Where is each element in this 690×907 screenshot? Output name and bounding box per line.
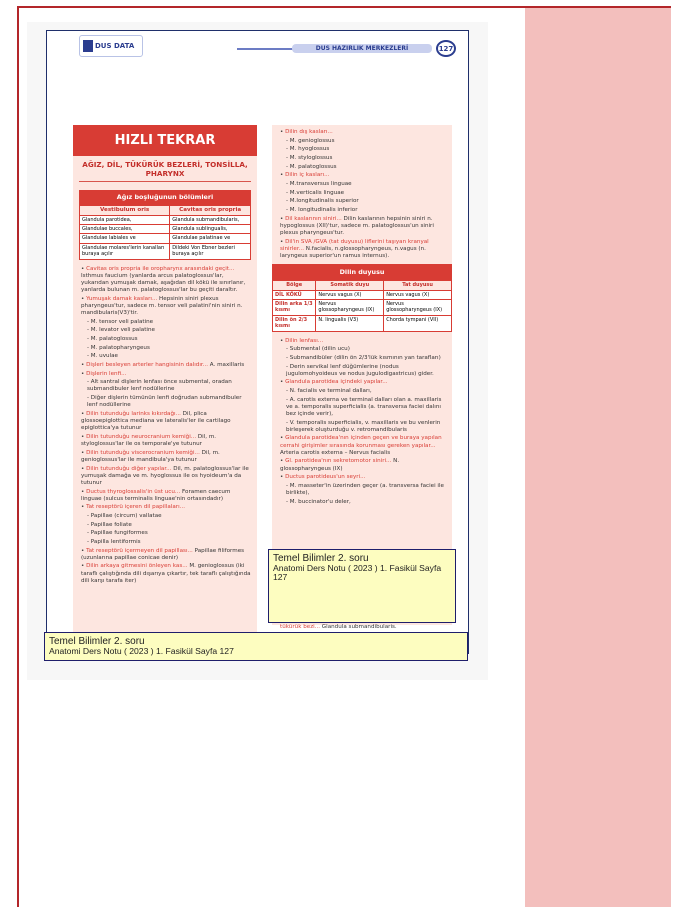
list-item: • Yumuşak damak kasları... Hepsinin siniri plexus pharyngeus'tur, sadece m. tensor veli palatini'nin siniri n. mandibularis(V3)'tir. xyxy=(81,295,243,317)
list-item xyxy=(81,530,251,537)
publisher-logo xyxy=(79,35,143,57)
bullet-text: Papillae filiformes (uzunlarına papillae conicae denir) xyxy=(81,547,245,561)
bullet-text: Dil, plica glossoepiglottica mediana ve lateralis'ler ile cartilago epiglottica'ya tutunur xyxy=(81,410,231,432)
bullet-text: - M.longitudinalis superior xyxy=(286,198,359,205)
list-item xyxy=(81,319,251,326)
bullet-text: M. genioglossus (iki taraflı çalıştığında dili dışarıya çıkartır, tek taraflı çalıştığında dili karşı tarafa iter) xyxy=(81,563,251,584)
list-item: • Dilin iç kasları... xyxy=(280,172,330,179)
table-header: Tat duyusu xyxy=(384,281,452,290)
list-item xyxy=(81,513,251,520)
table-row xyxy=(80,243,251,259)
section-title: HIZLI TEKRAR xyxy=(73,125,257,156)
bullet-heading: Dil'in SVA /GVA (tat duyusu) liflerini taşıyan kranyal sinirler... xyxy=(280,238,429,252)
page-number: 127 xyxy=(436,40,456,57)
bullet-heading: Dişleri besleyen arterler hangisinin dalıdır... xyxy=(86,362,209,369)
bullet-text: - M. buccinator'u deler, xyxy=(286,498,351,505)
bullet-heading: Dilin dış kasları... xyxy=(285,129,333,135)
table-cell: Dilin arka 1/3 kısmı xyxy=(273,299,316,315)
list-item: • Tat reseptörü içeren dil papillaları... xyxy=(81,504,185,511)
bullet-text: - M. uvulae xyxy=(87,353,119,360)
table-cell: Glandulae palatinae ve xyxy=(170,234,251,243)
list-item xyxy=(280,364,446,378)
bullet-heading: Glandula parotidea'nın içinden geçen ve buraya yapılan cerrahi girişimler sırasında korunması gereken yapılar... xyxy=(280,435,442,449)
right-top-bullets xyxy=(280,129,446,260)
table-header: Vestibulum oris xyxy=(80,205,170,215)
bullet-text: - M. tensor veli palatine xyxy=(87,318,154,325)
bullet-text: - M. masseter'in üzerinden geçer (a. transversa faciei ile birlikte), xyxy=(286,482,444,496)
bullet-text: Glandula submandibularis. xyxy=(320,623,397,630)
bullet-text: Dil, m. palatoglossus'lar ile yumuşak damağa ve m. hyoglossus ile os hyoideum'a da tutunur xyxy=(81,465,249,486)
bullet-text: Dil, m. styloglossus'lar ile os temporale'ye tutunur xyxy=(81,433,217,448)
bullet-text: - Derin servikal lenf düğümlerine (nodus jugulomohyoideus ve nodus jugulodigastricus) gider. xyxy=(286,363,434,377)
oral-cavity-table-title: Ağız boşluğunun bölümleri xyxy=(79,190,251,204)
tongue-sense-table-title: Dilin duyusu xyxy=(272,264,452,280)
list-item: • Dilin tutunduğu neurocranium kemiği... Dil, m. styloglossus'lar ile os temporale'ye tutunur xyxy=(81,433,217,448)
bullet-heading: Dişlerin lenfi... xyxy=(86,370,127,377)
table-cell: Nervus glossopharyngeus (IX) xyxy=(316,299,384,315)
header-banner: DUS HAZIRLIK MERKEZLERİ xyxy=(292,44,432,53)
bullet-heading: Tat reseptörü içeren dil papillaları... xyxy=(86,504,185,511)
table-header: Cavitas oris propria xyxy=(170,205,251,215)
bullet-text: - M. styloglossus xyxy=(286,154,333,161)
note-title: Temel Bilimler 2. soru xyxy=(49,636,145,647)
bullet-text: Dil, m. genioglossus'lar ile mandibula'ya tutunur xyxy=(81,449,220,463)
header-rule xyxy=(237,48,297,50)
list-item: • Dilin arkaya gitmesini önleyen kas... M. genioglossus (iki taraflı çalıştığında dili dışarıya çıkartır, tek taraflı çalıştığında dili karşı tarafa iter) xyxy=(81,563,251,584)
tongue-sense-table xyxy=(272,280,452,331)
bullet-text: Arteria carotis externa – Nervus facialis xyxy=(280,449,391,456)
bullet-heading: Dilin tutunduğu viscerocranium kemiği... xyxy=(86,449,200,456)
bullet-text: - M. palatoglossus xyxy=(286,163,337,170)
bullet-heading: Dilin tutunduğu diğer yapılar... xyxy=(86,465,172,472)
bullet-heading: Dilin tutunduğu neurocranium kemiği... xyxy=(86,433,197,440)
list-item xyxy=(280,155,446,162)
section-subtitle: AĞIZ, DİL, TÜKÜRÜK BEZLERİ, TONSİLLA, PHARYNX xyxy=(82,159,248,178)
list-item: • Dişleri besleyen arterler hangisinin dalıdır... A. maxillaris xyxy=(81,362,245,369)
bullet-text: N. glossopharyngeus (IX) xyxy=(280,458,400,472)
bullet-text: - M. palatoglossus xyxy=(87,336,138,343)
list-item xyxy=(280,138,446,145)
list-item xyxy=(81,353,251,360)
table-cell: Nervus glossopharyngeus (IX) xyxy=(384,299,452,315)
table-cell: Dilin ön 2/3 kısmı xyxy=(273,315,316,331)
list-item: • Glandula parotidea'nın içinden geçen ve buraya yapılan cerrahi girişimler sırasında korunması gereken yapılar... Arteria carotis externa – Nervus facialis xyxy=(280,435,442,456)
table-cell: Glandulae labiales ve xyxy=(80,234,170,243)
list-item xyxy=(81,395,251,409)
bullet-heading: Gl. parotidea'nın sekretomotor siniri... xyxy=(285,458,392,465)
title-divider xyxy=(79,181,251,182)
bullet-heading: Ductus thyroglossalis'in üst ucu... xyxy=(86,488,181,495)
list-item: • Tat reseptörü içermeyen dil papillası... Papillae filiformes (uzunlarına papillae conicae denir) xyxy=(81,547,245,561)
table-cell: Glandulae molares'lerin kanalları buraya açılır xyxy=(80,243,170,259)
note-source: Anatomi Ders Notu ( 2023 ) 1. Fasikül Sayfa 127 xyxy=(49,646,234,656)
list-item: • Glandula parotidea içindeki yapılar... xyxy=(280,379,388,386)
bullet-text: - M. palatopharyngeus xyxy=(87,344,150,351)
bullet-text: - Diğer dişlerin tümünün lenfi doğrudan submandibuler lenf nodüllerine xyxy=(87,395,242,409)
table-row xyxy=(273,299,452,315)
annotation-note-right[interactable] xyxy=(268,549,456,623)
list-item xyxy=(280,146,446,153)
left-bullet-list xyxy=(81,266,251,585)
bullet-text: - A. carotis externa ve terminal dalları olan a. maxillaris ve a. temporalis superficialis (a. transversa faciei dalını bez içinde verir), xyxy=(286,396,442,417)
note-title: Temel Bilimler 2. soru xyxy=(273,553,369,564)
bullet-heading: Dilin arkaya gitmesini önleyen kas... xyxy=(86,563,188,570)
list-item: • Gl. parotidea'nın sekretomotor siniri... N. glossopharyngeus (IX) xyxy=(280,458,400,472)
bullet-text: A. maxillaris xyxy=(208,362,245,369)
table-cell: Glandula parotidea, xyxy=(80,215,170,224)
table-cell: Glandulae buccales, xyxy=(80,225,170,234)
table-cell: Nervus vagus (X) xyxy=(384,290,452,299)
bullet-heading: Dilin tutunduğu larinks kıkırdağı... xyxy=(86,410,181,417)
bullet-text: - M. levator veli palatine xyxy=(87,327,155,334)
list-item xyxy=(280,198,446,205)
list-item: • Cavitas oris propria ile oropharynx arasındaki geçit... Isthmus faucium (yanlarda arcus palatoglossus'lar, yukarıdan yumuşak damak, aşağıdan dil kökü ile sınırlanır, yanlarda bulunan m. palatoglossus'lar bu geçiti daraltır. xyxy=(81,265,246,294)
table-header: Somatik duyu xyxy=(316,281,384,290)
bullet-text: Hepsinin siniri plexus pharyngeus'tur, sadece m. tensor veli palatini'nin siniri n. mandibularis(V3)'tir. xyxy=(81,295,243,317)
oral-cavity-table xyxy=(79,205,251,260)
table-cell: Chorda tympani (VII) xyxy=(384,315,452,331)
list-item xyxy=(81,522,251,529)
list-item: • Dişlerin lenfi... xyxy=(81,370,127,377)
table-row xyxy=(80,215,251,224)
list-item xyxy=(280,499,446,506)
table-cell: Dildeki Von Ebner bezleri buraya açılır xyxy=(170,243,251,259)
bullet-text: - N. facialis ve terminal dalları, xyxy=(286,387,372,394)
logo-mark-icon xyxy=(83,40,93,52)
bullet-heading: Glandula parotidea içindeki yapılar... xyxy=(285,379,388,386)
right-column xyxy=(272,125,452,555)
bullet-heading: Yumuşak damak kasları... xyxy=(86,295,158,302)
bullet-text: - M.transversus linguae xyxy=(286,180,352,187)
bullet-heading: Ductus parotideus'un seyri... xyxy=(285,474,366,481)
right-sidebar-panel xyxy=(525,8,671,907)
bullet-heading: Dilin lenfası... xyxy=(285,337,324,344)
list-item xyxy=(280,397,446,418)
table-row xyxy=(80,234,251,243)
bullet-text: - Papillae foliate xyxy=(87,521,132,528)
list-item: • Dilin tutunduğu larinks kıkırdağı... Dil, plica glossoepiglottica mediana ve lateralis'ler ile cartilago epiglottica'ya tutunur xyxy=(81,410,231,432)
bullet-heading: Tat reseptörü içermeyen dil papillası... xyxy=(86,547,193,554)
list-item xyxy=(81,327,251,334)
list-item xyxy=(280,190,446,197)
table-row xyxy=(273,315,452,331)
bullet-text: - Papillae (circum) vallatae xyxy=(87,512,162,519)
bullet-text: - V. temporalis superficialis, v. maxillaris ve bu venlerin birleşerek oluşturduğu v. retromandibularis xyxy=(286,419,441,433)
table-cell: Glandula submandibularis, xyxy=(170,215,251,224)
bullet-text: - Submental (dilin ucu) xyxy=(286,346,350,353)
bullet-text: - M. genioglossus xyxy=(286,137,335,144)
list-item xyxy=(280,181,446,188)
list-item: • Dilin lenfası... xyxy=(280,337,324,344)
bullet-text: N.facialis, n.glossopharyngeus, n.vagus (n. laryngeus superior'un ramus internus). xyxy=(280,245,426,259)
note-source: Anatomi Ders Notu ( 2023 ) 1. Fasikül Sayfa 127 xyxy=(273,563,442,583)
list-item: • Ductus parotideus'un seyri... xyxy=(280,474,366,481)
list-item xyxy=(280,388,446,395)
bullet-text: - Papillae fungiformes xyxy=(87,530,148,537)
left-column xyxy=(73,125,257,635)
list-item xyxy=(81,336,251,343)
list-item xyxy=(81,345,251,352)
list-item: • Dilin tutunduğu diğer yapılar... Dil, m. palatoglossus'lar ile yumuşak damağa ve m. hyoglossus ile os hyoideum'a da tutunur xyxy=(81,465,249,486)
bullet-text: - M. hyoglossus xyxy=(286,146,330,153)
table-cell: Nervus vagus (X) xyxy=(316,290,384,299)
bullet-text: - Alt santral dişlerin lenfası önce submental, oradan submandibuler lenf nodüllerine xyxy=(87,379,232,393)
table-cell: Glandula sublingualis, xyxy=(170,225,251,234)
bullet-text: - Papilla lentiformis xyxy=(87,538,141,545)
list-item xyxy=(280,346,446,353)
list-item xyxy=(280,483,446,497)
bullet-heading: Dil kaslarının siniri... xyxy=(285,215,342,222)
bullet-heading: Cavitas oris propria ile oropharynx arasındaki geçit... xyxy=(86,265,235,272)
list-item xyxy=(280,207,446,214)
right-bottom-bullets xyxy=(280,338,446,506)
annotation-note-bottom[interactable] xyxy=(44,632,468,661)
bullet-text: Dilin kaslarının hepsinin siniri n. hypoglossus (XII)'tur, sadece m. palatoglossus'un siniri plexus pharyngeus'tur. xyxy=(280,215,434,236)
bullet-text: - Submandibüler (dilin ön 2/3'lük kısmının yan tarafları) xyxy=(286,354,441,361)
table-header: Bölge xyxy=(273,281,316,290)
table-row xyxy=(80,225,251,234)
list-item xyxy=(280,420,446,434)
bullet-text: Foramen caecum linguae (sulcus terminalis linguae'nin ortasındadır) xyxy=(81,488,231,502)
list-item xyxy=(280,164,446,171)
bullet-heading: Dilin iç kasları... xyxy=(285,172,330,179)
bullet-text: Isthmus faucium (yanlarda arcus palatoglossus'lar, yukarıdan yumuşak damak, aşağıdan dil kökü ile sınırlanır, yanlarda bulunan m. palatoglossus'lar bu geçiti daraltır. xyxy=(81,272,246,294)
list-item: • Dil'in SVA /GVA (tat duyusu) liflerini taşıyan kranyal sinirler... N.facialis, n.glossopharyngeus, n.vagus (n. laryngeus superior'un ramus internus). xyxy=(280,238,429,259)
list-item xyxy=(81,539,251,546)
table-row xyxy=(273,290,452,299)
list-item: • Ductus thyroglossalis'in üst ucu... Foramen caecum linguae (sulcus terminalis linguae'nin ortasındadır) xyxy=(81,488,231,502)
list-item: • Dilin tutunduğu viscerocranium kemiği... Dil, m. genioglossus'lar ile mandibula'ya tutunur xyxy=(81,449,220,463)
bullet-text: - M. longitudinalis inferior xyxy=(286,206,358,213)
list-item: • Dil kaslarının siniri... Dilin kaslarının hepsinin siniri n. hypoglossus (XII)'tur, sadece m. palatoglossus'un siniri plexus pharyngeus'tur. xyxy=(280,215,434,236)
list-item: • Dilin dış kasları... xyxy=(280,129,333,135)
logo-text: DUS DATA xyxy=(95,42,135,50)
table-cell: N. lingualis (V3) xyxy=(316,315,384,331)
list-item xyxy=(280,355,446,362)
bullet-heading: tükürük bezi... xyxy=(280,623,321,630)
bullet-text: - M.verticalis linguae xyxy=(286,189,345,196)
table-cell: DİL KÖKÜ xyxy=(273,290,316,299)
list-item xyxy=(81,379,251,393)
